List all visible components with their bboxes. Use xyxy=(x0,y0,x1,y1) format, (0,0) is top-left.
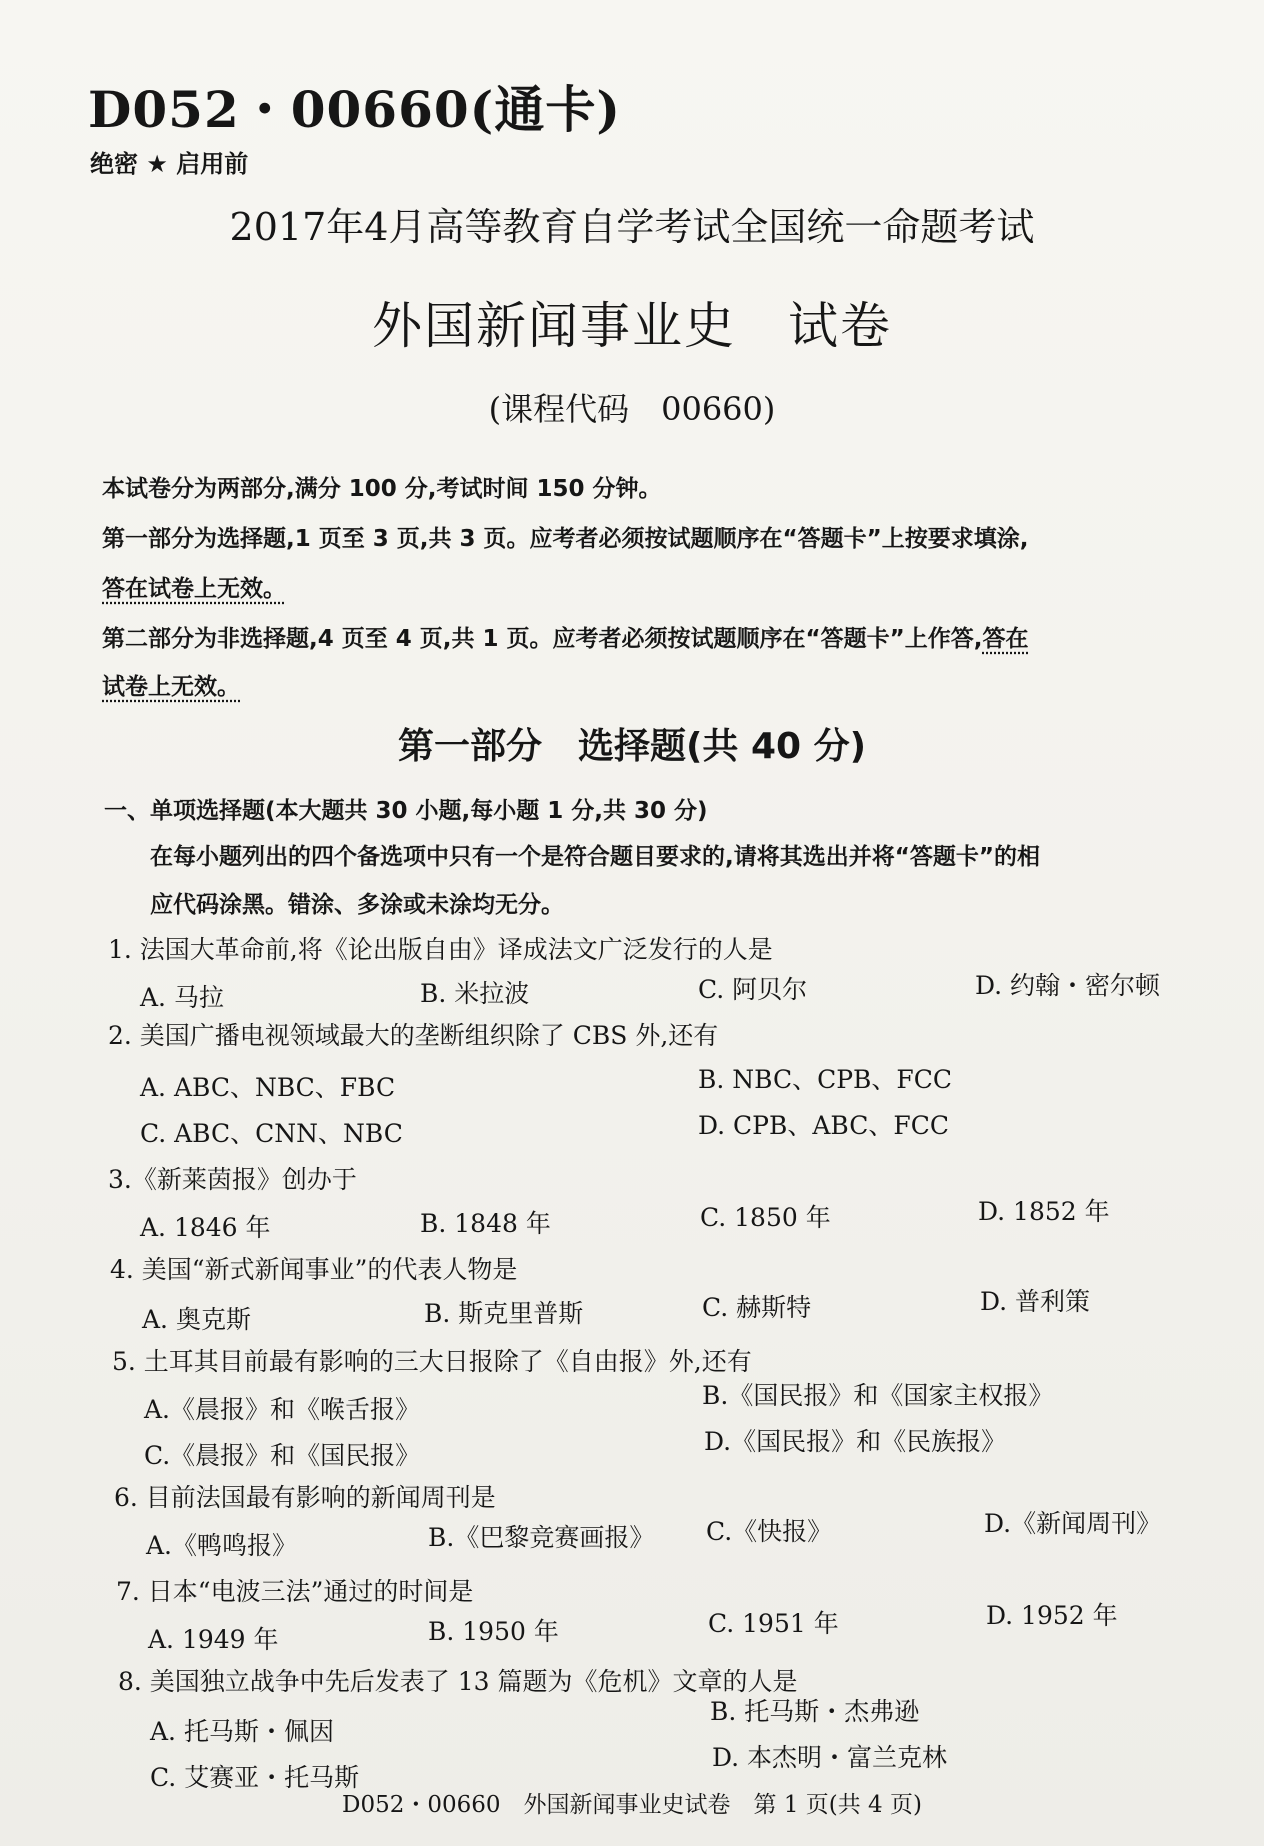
question-8-option-a: A. 托马斯・佩因 xyxy=(150,1717,334,1746)
question-5-option-b: B.《国民报》和《国家主权报》 xyxy=(702,1381,1054,1410)
secrecy-label: 绝密 ★ 启用前 xyxy=(90,150,249,178)
course-code: (课程代码 00660) xyxy=(488,390,776,428)
question-1-option-a: A. 马拉 xyxy=(140,983,224,1012)
instruction-line-2-cont: 答在试卷上无效。 xyxy=(102,576,286,602)
question-5-option-a: A.《晨报》和《喉舌报》 xyxy=(144,1395,421,1424)
question-7-option-b: B. 1950 年 xyxy=(428,1617,559,1646)
section-title: 第一部分 选择题(共 40 分) xyxy=(397,726,867,767)
question-8-option-c: C. 艾赛亚・托马斯 xyxy=(150,1763,360,1792)
question-8-option-d: D. 本杰明・富兰克林 xyxy=(712,1743,948,1772)
paper-title: 外国新闻事业史 试卷 xyxy=(372,297,892,355)
question-7-option-a: A. 1949 年 xyxy=(148,1625,279,1654)
question-6-option-b: B.《巴黎竞赛画报》 xyxy=(428,1523,655,1552)
question-3-option-a: A. 1846 年 xyxy=(140,1213,271,1242)
instruction-line-3-text: 第二部分为非选择题,4 页至 4 页,共 1 页。应考者必须按试题顺序在“答题卡”上作答, xyxy=(102,626,983,652)
question-4-stem: 4. 美国“新式新闻事业”的代表人物是 xyxy=(110,1255,518,1284)
question-3-option-b: B. 1848 年 xyxy=(420,1209,551,1238)
question-1-option-c: C. 阿贝尔 xyxy=(698,975,808,1004)
paper-code: D052・00660(通卡) xyxy=(88,80,621,139)
instruction-line-1: 本试卷分为两部分,满分 100 分,考试时间 150 分钟。 xyxy=(102,476,662,502)
part-title: 一、单项选择题(本大题共 30 小题,每小题 1 分,共 30 分) xyxy=(104,798,708,824)
question-1-option-d: D. 约翰・密尔顿 xyxy=(975,971,1161,1000)
question-8-stem: 8. 美国独立战争中先后发表了 13 篇题为《危机》文章的人是 xyxy=(118,1667,798,1696)
question-2-option-b: B. NBC、CPB、FCC xyxy=(698,1065,953,1094)
question-4-option-d: D. 普利策 xyxy=(980,1287,1091,1316)
question-2-option-d: D. CPB、ABC、FCC xyxy=(698,1111,949,1140)
part-description-2: 应代码涂黑。错涂、多涂或未涂均无分。 xyxy=(150,892,564,918)
instruction-line-3-tail: 答在 xyxy=(982,626,1029,652)
question-3-stem: 3.《新莱茵报》创办于 xyxy=(108,1165,357,1194)
question-4-option-b: B. 斯克里普斯 xyxy=(424,1299,584,1328)
question-1-option-b: B. 米拉波 xyxy=(420,979,530,1008)
question-7-stem: 7. 日本“电波三法”通过的时间是 xyxy=(116,1577,474,1606)
question-6-option-c: C.《快报》 xyxy=(706,1517,833,1546)
question-1-stem: 1. 法国大革命前,将《论出版自由》译成法文广泛发行的人是 xyxy=(108,935,773,964)
question-5-option-c: C.《晨报》和《国民报》 xyxy=(144,1441,421,1470)
question-7-option-d: D. 1952 年 xyxy=(986,1601,1118,1630)
question-3-option-c: C. 1850 年 xyxy=(700,1203,831,1232)
question-8-option-b: B. 托马斯・杰弗逊 xyxy=(710,1697,920,1726)
question-4-option-c: C. 赫斯特 xyxy=(702,1293,812,1322)
page-footer: D052・00660 外国新闻事业史试卷 第 1 页(共 4 页) xyxy=(342,1792,922,1818)
instruction-line-3 xyxy=(102,620,1029,653)
question-2-option-a: A. ABC、NBC、FBC xyxy=(140,1073,396,1102)
question-4-option-a: A. 奥克斯 xyxy=(142,1305,251,1334)
question-3-option-d: D. 1852 年 xyxy=(978,1197,1110,1226)
question-5-stem: 5. 土耳其目前最有影响的三大日报除了《自由报》外,还有 xyxy=(112,1347,752,1376)
question-6-stem: 6. 目前法国最有影响的新闻周刊是 xyxy=(114,1483,496,1512)
question-5-option-d: D.《国民报》和《民族报》 xyxy=(704,1427,1007,1456)
instruction-line-2: 第一部分为选择题,1 页至 3 页,共 3 页。应考者必须按试题顺序在“答题卡”上按要求填涂, xyxy=(102,526,1029,552)
question-2-stem: 2. 美国广播电视领域最大的垄断组织除了 CBS 外,还有 xyxy=(108,1021,719,1050)
part-description-1: 在每小题列出的四个备选项中只有一个是符合题目要求的,请将其选出并将“答题卡”的相 xyxy=(150,844,1040,870)
question-7-option-c: C. 1951 年 xyxy=(708,1609,839,1638)
question-6-option-d: D.《新闻周刊》 xyxy=(984,1509,1162,1538)
exam-title: 2017年4月高等教育自学考试全国统一命题考试 xyxy=(229,205,1035,249)
question-6-option-a: A.《鸭鸣报》 xyxy=(146,1531,298,1560)
question-2-option-c: C. ABC、CNN、NBC xyxy=(140,1119,403,1148)
instruction-line-3-cont: 试卷上无效。 xyxy=(102,674,240,700)
